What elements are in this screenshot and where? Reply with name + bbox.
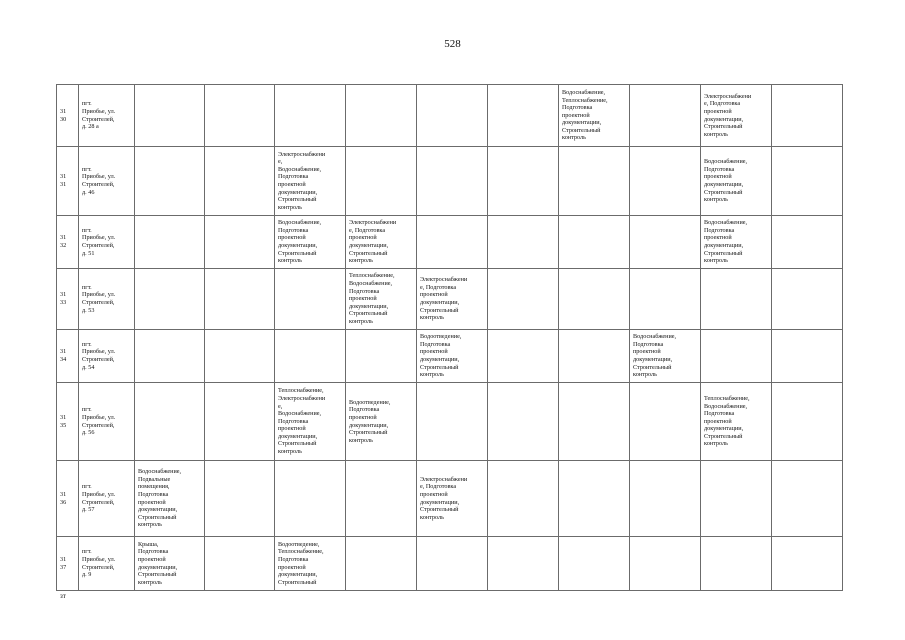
work-cell	[488, 330, 559, 383]
work-cell: Водоснабжение, Подвальные помещения, Подготовка проектной документации, Строительный контроль	[135, 461, 205, 537]
work-cell	[488, 383, 559, 461]
work-cell: Электроснабжени е, Водоснабжение, Подготовка проектной документации, Строительный контроль	[275, 147, 346, 216]
work-cell	[559, 330, 630, 383]
work-cell	[488, 147, 559, 216]
row-number: 31 30	[57, 85, 79, 147]
work-cell	[205, 85, 275, 147]
work-cell: Водоотведение, Подготовка проектной документации, Строительный контроль	[346, 383, 417, 461]
address-cell: пгт. Приобье, ул. Строителей, д. 53	[79, 269, 135, 330]
table-row	[57, 330, 843, 383]
work-cell: Водоснабжение, Подготовка проектной документации, Строительный контроль	[701, 216, 772, 269]
work-cell	[488, 537, 559, 591]
work-cell: Электроснабжени е, Подготовка проектной документации, Строительный контроль	[417, 269, 488, 330]
work-cell	[346, 461, 417, 537]
work-cell	[630, 461, 701, 537]
row-number: 31 32	[57, 216, 79, 269]
work-cell	[559, 147, 630, 216]
work-cell	[275, 461, 346, 537]
row-number: 31 34	[57, 330, 79, 383]
work-cell	[417, 537, 488, 591]
work-cell: Теплоснабжение, Водоснабжение, Подготовка проектной документации, Строительный контроль	[701, 383, 772, 461]
work-cell	[559, 537, 630, 591]
work-cell: Водоснабжение, Подготовка проектной документации, Строительный контроль	[701, 147, 772, 216]
work-cell	[701, 461, 772, 537]
works-table	[56, 84, 843, 591]
row-number: 31 35	[57, 383, 79, 461]
work-cell: Водоснабжение, Теплоснабжение, Подготовка проектной документации, Строительный контроль	[559, 85, 630, 147]
work-cell	[559, 461, 630, 537]
work-cell	[630, 216, 701, 269]
work-cell	[205, 216, 275, 269]
work-cell	[205, 383, 275, 461]
work-cell	[559, 383, 630, 461]
work-cell	[275, 269, 346, 330]
work-cell	[701, 537, 772, 591]
work-cell: Электроснабжени е, Подготовка проектной документации, Строительный контроль	[346, 216, 417, 269]
work-cell	[488, 216, 559, 269]
page-number: 528	[444, 38, 461, 50]
work-cell	[701, 330, 772, 383]
work-cell	[630, 537, 701, 591]
work-cell: Водоснабжение, Подготовка проектной документации, Строительный контроль	[275, 216, 346, 269]
address-cell: пгт. Приобье, ул. Строителей, д. 51	[79, 216, 135, 269]
work-cell	[275, 330, 346, 383]
work-cell	[205, 537, 275, 591]
work-cell: Водоотведение, Теплоснабжение, Подготовка проектной документации, Строительный	[275, 537, 346, 591]
work-cell	[772, 216, 843, 269]
work-cell	[488, 85, 559, 147]
work-cell	[559, 216, 630, 269]
work-cell	[205, 461, 275, 537]
address-cell: пгт. Приобье, ул. Строителей, д. 56	[79, 383, 135, 461]
work-cell	[630, 147, 701, 216]
work-cell: Водоотведение, Подготовка проектной документации, Строительный контроль	[417, 330, 488, 383]
work-cell	[417, 216, 488, 269]
table-row	[57, 269, 843, 330]
table-row	[57, 383, 843, 461]
table-row	[57, 147, 843, 216]
work-cell	[205, 330, 275, 383]
work-cell	[135, 216, 205, 269]
work-cell	[135, 383, 205, 461]
work-cell: Теплоснабжение, Электроснабжени е, Водоснабжение, Подготовка проектной документации, Строительный контроль	[275, 383, 346, 461]
work-cell: Электроснабжени е, Подготовка проектной документации, Строительный контроль	[701, 85, 772, 147]
work-cell	[772, 383, 843, 461]
row-number: 31 33	[57, 269, 79, 330]
work-cell	[417, 85, 488, 147]
work-cell	[488, 461, 559, 537]
address-cell: пгт. Приобье, ул. Строителей, д. 57	[79, 461, 135, 537]
address-cell: пгт. Приобье, ул. Строителей, д. 9	[79, 537, 135, 591]
work-cell: Водоснабжение, Подготовка проектной документации, Строительный контроль	[630, 330, 701, 383]
work-cell	[346, 330, 417, 383]
work-cell	[630, 269, 701, 330]
work-cell	[559, 269, 630, 330]
row-number: 31 31	[57, 147, 79, 216]
work-cell: Теплоснабжение, Водоснабжение, Подготовка проектной документации, Строительный контроль	[346, 269, 417, 330]
address-cell: пгт. Приобье, ул. Строителей, д. 46	[79, 147, 135, 216]
work-cell	[772, 537, 843, 591]
work-cell	[772, 461, 843, 537]
footer-mark: зт	[60, 592, 66, 600]
work-cell: Крыша, Подготовка проектной документации, Строительный контроль	[135, 537, 205, 591]
work-cell	[630, 383, 701, 461]
work-cell	[135, 85, 205, 147]
work-cell	[772, 330, 843, 383]
work-cell	[346, 537, 417, 591]
work-cell	[275, 85, 346, 147]
work-cell	[488, 269, 559, 330]
table-row	[57, 85, 843, 147]
table-row	[57, 216, 843, 269]
work-cell	[135, 269, 205, 330]
work-cell	[701, 269, 772, 330]
table-row	[57, 461, 843, 537]
table-row	[57, 537, 843, 591]
work-cell	[772, 85, 843, 147]
work-cell	[205, 147, 275, 216]
work-cell	[417, 383, 488, 461]
work-cell	[346, 147, 417, 216]
address-cell: пгт. Приобье, ул. Строителей, д. 28 а	[79, 85, 135, 147]
work-cell: Электроснабжени е, Подготовка проектной документации, Строительный контроль	[417, 461, 488, 537]
work-cell	[135, 147, 205, 216]
address-cell: пгт. Приобье, ул. Строителей, д. 54	[79, 330, 135, 383]
work-cell	[417, 147, 488, 216]
row-number: 31 37	[57, 537, 79, 591]
row-number: 31 36	[57, 461, 79, 537]
work-cell	[772, 147, 843, 216]
work-cell	[135, 330, 205, 383]
work-cell	[346, 85, 417, 147]
work-cell	[630, 85, 701, 147]
work-cell	[205, 269, 275, 330]
work-cell	[772, 269, 843, 330]
